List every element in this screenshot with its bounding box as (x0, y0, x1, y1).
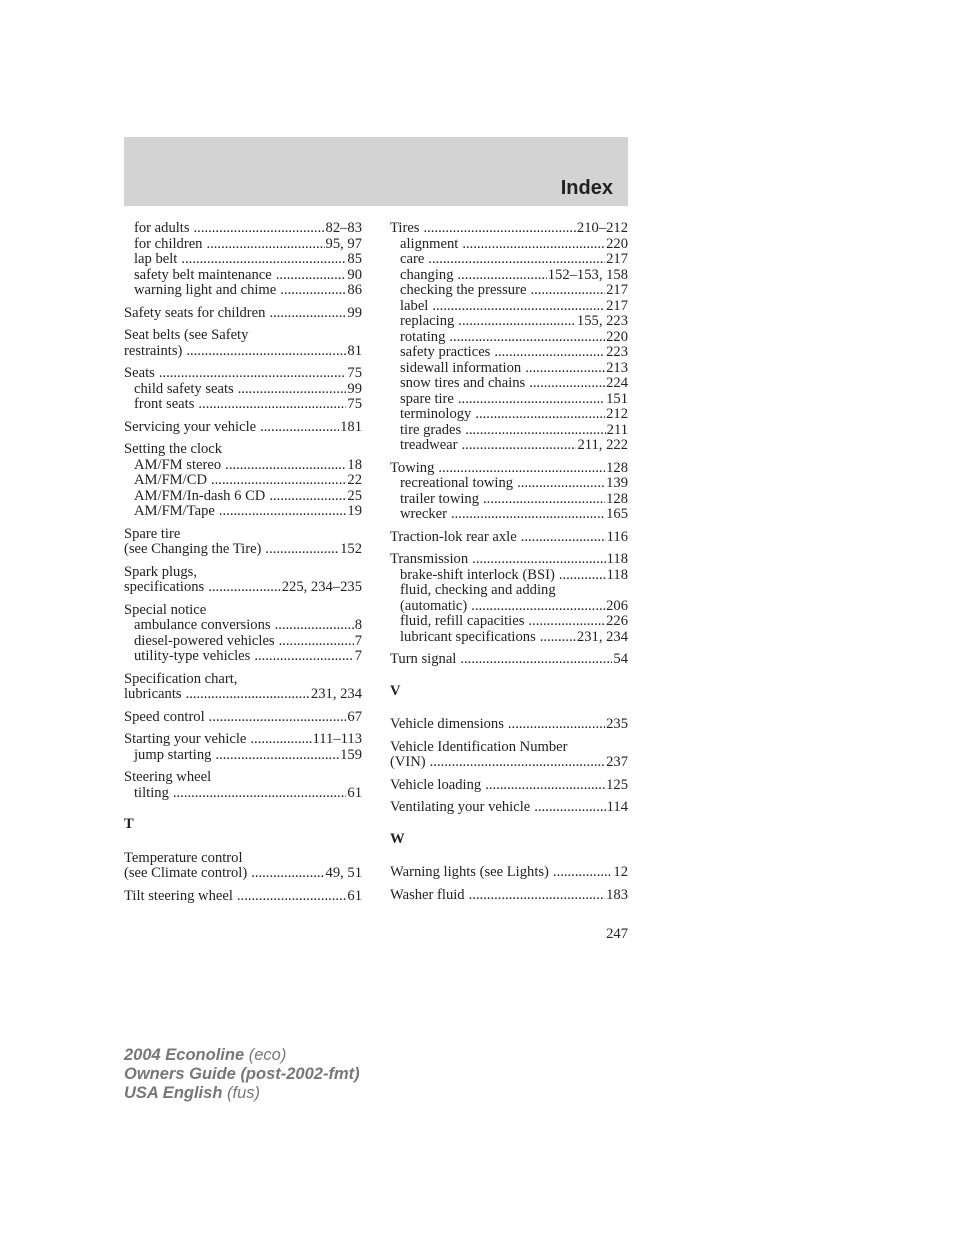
entry-label: Speed control (124, 708, 205, 725)
entry-label: utility-type vehicles (134, 648, 251, 664)
dot-leader (525, 361, 605, 377)
index-entry-line (124, 866, 362, 882)
index-entry-line (124, 442, 362, 458)
index-subentry-line (390, 507, 628, 523)
page-reference: 116 (606, 528, 628, 545)
index-subentry-line (124, 283, 362, 299)
page-reference: 7 (354, 632, 362, 649)
dot-leader (186, 687, 310, 703)
index-entry (390, 740, 628, 771)
dot-leader (462, 237, 605, 253)
page-reference: 128 (606, 459, 628, 476)
entry-label: checking the pressure (400, 282, 527, 298)
entry-label: diesel-powered vehicles (134, 632, 275, 649)
index-subentry-line (390, 376, 628, 392)
index-entry-line (390, 800, 628, 816)
entry-label: changing (400, 266, 454, 283)
index-subentry-line (124, 649, 362, 665)
index-entry-line (124, 366, 362, 382)
page-reference: 139 (606, 475, 628, 491)
dot-leader (540, 630, 576, 646)
page-reference: 211 (606, 421, 628, 438)
index-subentry-line (124, 382, 362, 398)
page-reference: 223 (606, 344, 628, 360)
page-number: 247 (606, 926, 628, 942)
page-reference: 217 (606, 251, 628, 267)
index-entry-line (124, 565, 362, 581)
dot-leader (534, 800, 605, 816)
dot-leader (438, 461, 605, 477)
page-reference: 82–83 (325, 220, 362, 236)
page-reference: 125 (606, 776, 628, 793)
entry-label: safety belt maintenance (134, 266, 272, 283)
dot-leader (449, 330, 605, 346)
index-subentry-line (390, 568, 628, 584)
index-entry (390, 552, 628, 645)
index-entry (390, 888, 628, 904)
dot-leader (206, 237, 324, 253)
dot-leader (186, 344, 346, 360)
page-reference: 118 (606, 566, 628, 583)
dot-leader (173, 786, 347, 802)
index-subentry-line (390, 252, 628, 268)
index-entry-line (390, 461, 628, 477)
page-reference: 8 (354, 617, 362, 633)
entry-label: (automatic) (400, 597, 468, 614)
document-footer (124, 1046, 360, 1103)
entry-label: Spare tire (124, 525, 181, 542)
dot-leader (269, 489, 346, 505)
index-entry (124, 770, 362, 801)
index-entry (390, 221, 628, 454)
page-reference: 165 (606, 506, 628, 522)
page-reference: 25 (347, 487, 362, 504)
entry-label: sidewall information (400, 359, 522, 376)
entry-label: Seats (124, 365, 155, 381)
index-entry-line (124, 603, 362, 619)
entry-label: Warning lights (see Lights) (390, 864, 549, 880)
entry-label: safety practices (400, 344, 491, 360)
index-entry-line (390, 865, 628, 881)
section-letter: T (124, 816, 134, 832)
footer-language-code: (fus) (227, 1084, 260, 1102)
index-entry (124, 442, 362, 520)
index-entry (124, 732, 362, 763)
page-reference: 18 (347, 456, 362, 473)
index-entry (124, 851, 362, 882)
index-subentry-line (390, 438, 628, 454)
page-reference: 213 (606, 359, 628, 376)
entry-label: fluid, checking and adding (400, 582, 556, 598)
index-subentry-line (124, 618, 362, 634)
page-reference: 181 (340, 418, 362, 435)
index-entry (124, 366, 362, 413)
page-reference: 86 (347, 282, 362, 298)
index-entry-line (390, 755, 628, 771)
entry-label: specifications (124, 579, 205, 595)
dot-leader (265, 542, 339, 558)
page-reference: 183 (606, 886, 628, 903)
dot-leader (209, 710, 347, 726)
entry-label: restraints) (124, 342, 183, 359)
entry-label: Specification chart, (124, 670, 238, 687)
dot-leader (458, 392, 605, 408)
dot-leader (194, 221, 325, 237)
page-reference: 217 (606, 297, 628, 314)
page-reference: 22 (347, 472, 362, 488)
index-subentry-line (390, 345, 628, 361)
index-entry-line (124, 420, 362, 436)
dot-leader (485, 778, 605, 794)
entry-label: Towing (390, 459, 435, 476)
dot-leader (198, 397, 346, 413)
dot-leader (521, 530, 606, 546)
index-column-left (124, 221, 362, 911)
entry-label: Steering wheel (124, 769, 212, 785)
page-reference: 99 (347, 380, 362, 397)
page-reference: 75 (347, 365, 362, 381)
page-reference: 99 (347, 304, 362, 321)
entry-label: recreational towing (400, 475, 514, 491)
page-reference: 159 (340, 746, 362, 763)
entry-label: Vehicle loading (390, 776, 482, 793)
entry-label: lap belt (134, 251, 178, 267)
dot-leader (432, 299, 605, 315)
index-subentry-line (390, 283, 628, 299)
index-entry-line (124, 732, 362, 748)
entry-label: Setting the clock (124, 441, 223, 457)
dot-leader (465, 423, 605, 439)
page-reference: 111–113 (312, 731, 362, 747)
page-reference: 114 (606, 799, 628, 815)
index-entry-line (390, 552, 628, 568)
index-entry-line (124, 770, 362, 786)
index-subentry-line (124, 397, 362, 413)
entry-label: care (400, 251, 425, 267)
dot-leader (483, 492, 605, 508)
index-entry (390, 652, 628, 668)
index-entry-line (124, 672, 362, 688)
index-subentry-line (124, 237, 362, 253)
index-entry (390, 800, 628, 816)
header-band (124, 137, 628, 206)
entry-label: Tilt steering wheel (124, 887, 233, 904)
page-reference: 7 (354, 648, 362, 664)
dot-leader (159, 366, 347, 382)
page-reference: 220 (606, 235, 628, 252)
index-subentry-line (124, 221, 362, 237)
index-subentry-line (390, 268, 628, 284)
page-reference: 231, 234 (310, 686, 362, 702)
entry-label: Safety seats for children (124, 304, 266, 321)
footer-language: USA English (124, 1084, 223, 1102)
entry-label: jump starting (134, 746, 212, 763)
index-entry (124, 889, 362, 905)
dot-leader (471, 599, 605, 615)
index-subentry-line (390, 330, 628, 346)
dot-leader (279, 634, 354, 650)
dot-leader (423, 221, 575, 237)
dot-leader (225, 458, 346, 474)
page-reference: 152–153, 158 (547, 266, 628, 283)
index-entry (390, 778, 628, 794)
index-subentry-line (124, 252, 362, 268)
dot-leader (237, 889, 347, 905)
entry-label: (see Climate control) (124, 865, 248, 881)
index-entry-line (124, 710, 362, 726)
index-entry (390, 717, 628, 733)
index-entry-line (124, 542, 362, 558)
index-column-right (390, 221, 628, 910)
dot-leader (472, 552, 606, 568)
dot-leader (219, 504, 347, 520)
entry-label: Transmission (390, 551, 469, 567)
page-reference: 220 (606, 328, 628, 345)
index-subentry-line (390, 299, 628, 315)
page-reference: 67 (347, 708, 362, 725)
entry-label: trailer towing (400, 490, 480, 507)
footer-model-code: (eco) (248, 1046, 287, 1064)
dot-leader (559, 568, 606, 584)
page-reference: 210–212 (576, 220, 628, 236)
index-subentry-line (390, 492, 628, 508)
index-entry (124, 420, 362, 436)
entry-label: front seats (134, 396, 195, 412)
entry-label: Servicing your vehicle (124, 418, 257, 435)
footer-line-3 (124, 1084, 360, 1103)
page-reference: 206 (606, 597, 628, 614)
dot-leader (458, 268, 547, 284)
dot-leader (215, 748, 339, 764)
entry-label: terminology (400, 406, 472, 422)
dot-leader (451, 507, 605, 523)
index-subentry-line (390, 237, 628, 253)
page-reference: 85 (347, 251, 362, 267)
dot-leader (553, 865, 612, 881)
entry-label: Starting your vehicle (124, 731, 247, 747)
entry-label: warning light and chime (134, 282, 277, 298)
page-reference: 61 (347, 784, 362, 801)
entry-label: (VIN) (390, 754, 426, 770)
index-entry-line (390, 717, 628, 733)
page-reference: 19 (347, 503, 362, 519)
index-subentry-line (390, 423, 628, 439)
dot-leader (238, 382, 347, 398)
page-reference: 217 (606, 282, 628, 298)
dot-leader (508, 717, 605, 733)
dot-leader (260, 420, 339, 436)
entry-label: label (400, 297, 429, 314)
entry-label: for adults (134, 220, 190, 236)
dot-leader (269, 306, 346, 322)
page-reference: 155, 223 (576, 313, 628, 329)
entry-label: for children (134, 235, 203, 252)
entry-label: rotating (400, 328, 446, 345)
entry-label: tire grades (400, 421, 462, 438)
index-entry (124, 306, 362, 322)
page-reference: 128 (606, 490, 628, 507)
index-subentry-line (124, 634, 362, 650)
page-reference: 226 (606, 613, 628, 629)
entry-label: Spark plugs, (124, 563, 197, 580)
page-reference: 118 (606, 551, 628, 567)
entry-label: tilting (134, 784, 169, 801)
entry-label: lubricant specifications (400, 628, 536, 645)
entry-label: Vehicle Identification Number (390, 738, 568, 755)
page-reference: 61 (347, 887, 362, 904)
dot-leader (462, 438, 577, 454)
entry-label: AM/FM/In-dash 6 CD (134, 487, 266, 504)
footer-guide: Owners Guide (post-2002-fmt) (124, 1065, 360, 1083)
dot-leader (208, 580, 280, 596)
index-subentry-line (390, 392, 628, 408)
index-entry-line (390, 740, 628, 756)
dot-leader (494, 345, 605, 361)
entry-label: AM/FM stereo (134, 456, 222, 473)
index-entry-line (124, 527, 362, 543)
index-entry-line (124, 889, 362, 905)
page-reference: 231, 234 (576, 628, 628, 645)
dot-leader (280, 283, 346, 299)
index-entry (124, 603, 362, 665)
index-entry-line (124, 851, 362, 867)
page-reference: 95, 97 (325, 235, 362, 252)
index-entry (124, 221, 362, 299)
entry-label: (see Changing the Tire) (124, 541, 262, 557)
index-entry-line (390, 221, 628, 237)
entry-label: child safety seats (134, 380, 234, 397)
index-entry-line (124, 580, 362, 596)
index-subentry-line (390, 583, 628, 599)
entry-label: AM/FM/Tape (134, 503, 215, 519)
index-entry (124, 672, 362, 703)
dot-leader (181, 252, 346, 268)
page-reference: 225, 234–235 (281, 579, 362, 595)
dot-leader (469, 888, 606, 904)
dot-leader (530, 283, 605, 299)
dot-leader (529, 376, 605, 392)
dot-leader (251, 866, 324, 882)
dot-leader (458, 314, 576, 330)
entry-label: fluid, refill capacities (400, 613, 525, 629)
dot-leader (276, 268, 347, 284)
index-subentry-line (124, 748, 362, 764)
entry-label: Turn signal (390, 651, 457, 667)
index-entry (124, 328, 362, 359)
entry-label: alignment (400, 235, 459, 252)
page-reference: 49, 51 (325, 865, 362, 881)
dot-leader (250, 732, 311, 748)
footer-line-1 (124, 1046, 360, 1065)
entry-label: lubricants (124, 686, 182, 702)
page-reference: 211, 222 (577, 437, 628, 453)
index-subentry-line (390, 599, 628, 615)
page-reference: 152 (340, 541, 362, 557)
page-reference: 151 (606, 390, 628, 407)
dot-leader (475, 407, 605, 423)
entry-label: Washer fluid (390, 886, 465, 903)
index-entry (390, 530, 628, 546)
index-entry (124, 565, 362, 596)
page-reference: 235 (606, 716, 628, 732)
index-subentry-line (124, 473, 362, 489)
page-reference: 212 (606, 406, 628, 422)
page-reference: 54 (613, 651, 628, 667)
index-entry (390, 461, 628, 523)
entry-label: Ventilating your vehicle (390, 799, 531, 815)
section-letter: W (390, 830, 405, 847)
page-reference: 90 (347, 266, 362, 283)
index-subentry-line (390, 314, 628, 330)
entry-label: Vehicle dimensions (390, 716, 504, 732)
footer-line-2 (124, 1065, 360, 1084)
index-subentry-line (390, 614, 628, 630)
dot-leader (528, 614, 605, 630)
dot-leader (254, 649, 353, 665)
index-subentry-line (390, 476, 628, 492)
page-reference: 237 (606, 754, 628, 770)
index-subentry-line (124, 458, 362, 474)
entry-label: Tires (390, 220, 420, 236)
dot-leader (517, 476, 605, 492)
dot-leader (430, 755, 605, 771)
entry-label: replacing (400, 313, 455, 329)
index-subentry-line (124, 504, 362, 520)
index-entry (390, 865, 628, 881)
entry-label: Special notice (124, 601, 207, 618)
page-reference: 75 (347, 396, 362, 412)
page-reference: 81 (347, 342, 362, 359)
index-entry-line (124, 306, 362, 322)
entry-label: AM/FM/CD (134, 472, 207, 488)
page-reference: 12 (613, 864, 628, 880)
entry-label: spare tire (400, 390, 454, 407)
dot-leader (428, 252, 605, 268)
index-subentry-line (124, 489, 362, 505)
entry-label: Seat belts (see Safety (124, 327, 249, 343)
entry-label: brake-shift interlock (BSI) (400, 566, 555, 583)
entry-label: snow tires and chains (400, 375, 526, 391)
entry-label: Temperature control (124, 849, 243, 866)
footer-model: 2004 Econoline (124, 1046, 245, 1064)
dot-leader (275, 618, 354, 634)
section-letter: V (390, 682, 401, 699)
index-subentry-line (124, 268, 362, 284)
index-entry (124, 710, 362, 726)
index-subentry-line (390, 630, 628, 646)
page-title: Index (560, 177, 613, 199)
index-entry-line (390, 778, 628, 794)
index-entry-line (124, 687, 362, 703)
index-entry-line (124, 328, 362, 344)
index-entry-line (390, 530, 628, 546)
entry-label: Traction-lok rear axle (390, 528, 517, 545)
index-subentry-line (390, 361, 628, 377)
dot-leader (460, 652, 612, 668)
index-subentry-line (124, 786, 362, 802)
index-entry-line (390, 888, 628, 904)
entry-label: treadwear (400, 437, 458, 453)
entry-label: wrecker (400, 506, 447, 522)
index-subentry-line (390, 407, 628, 423)
dot-leader (211, 473, 346, 489)
page-reference: 224 (606, 375, 628, 391)
index-entry-line (124, 344, 362, 360)
index-entry (124, 527, 362, 558)
index-entry-line (390, 652, 628, 668)
entry-label: ambulance conversions (134, 617, 271, 633)
